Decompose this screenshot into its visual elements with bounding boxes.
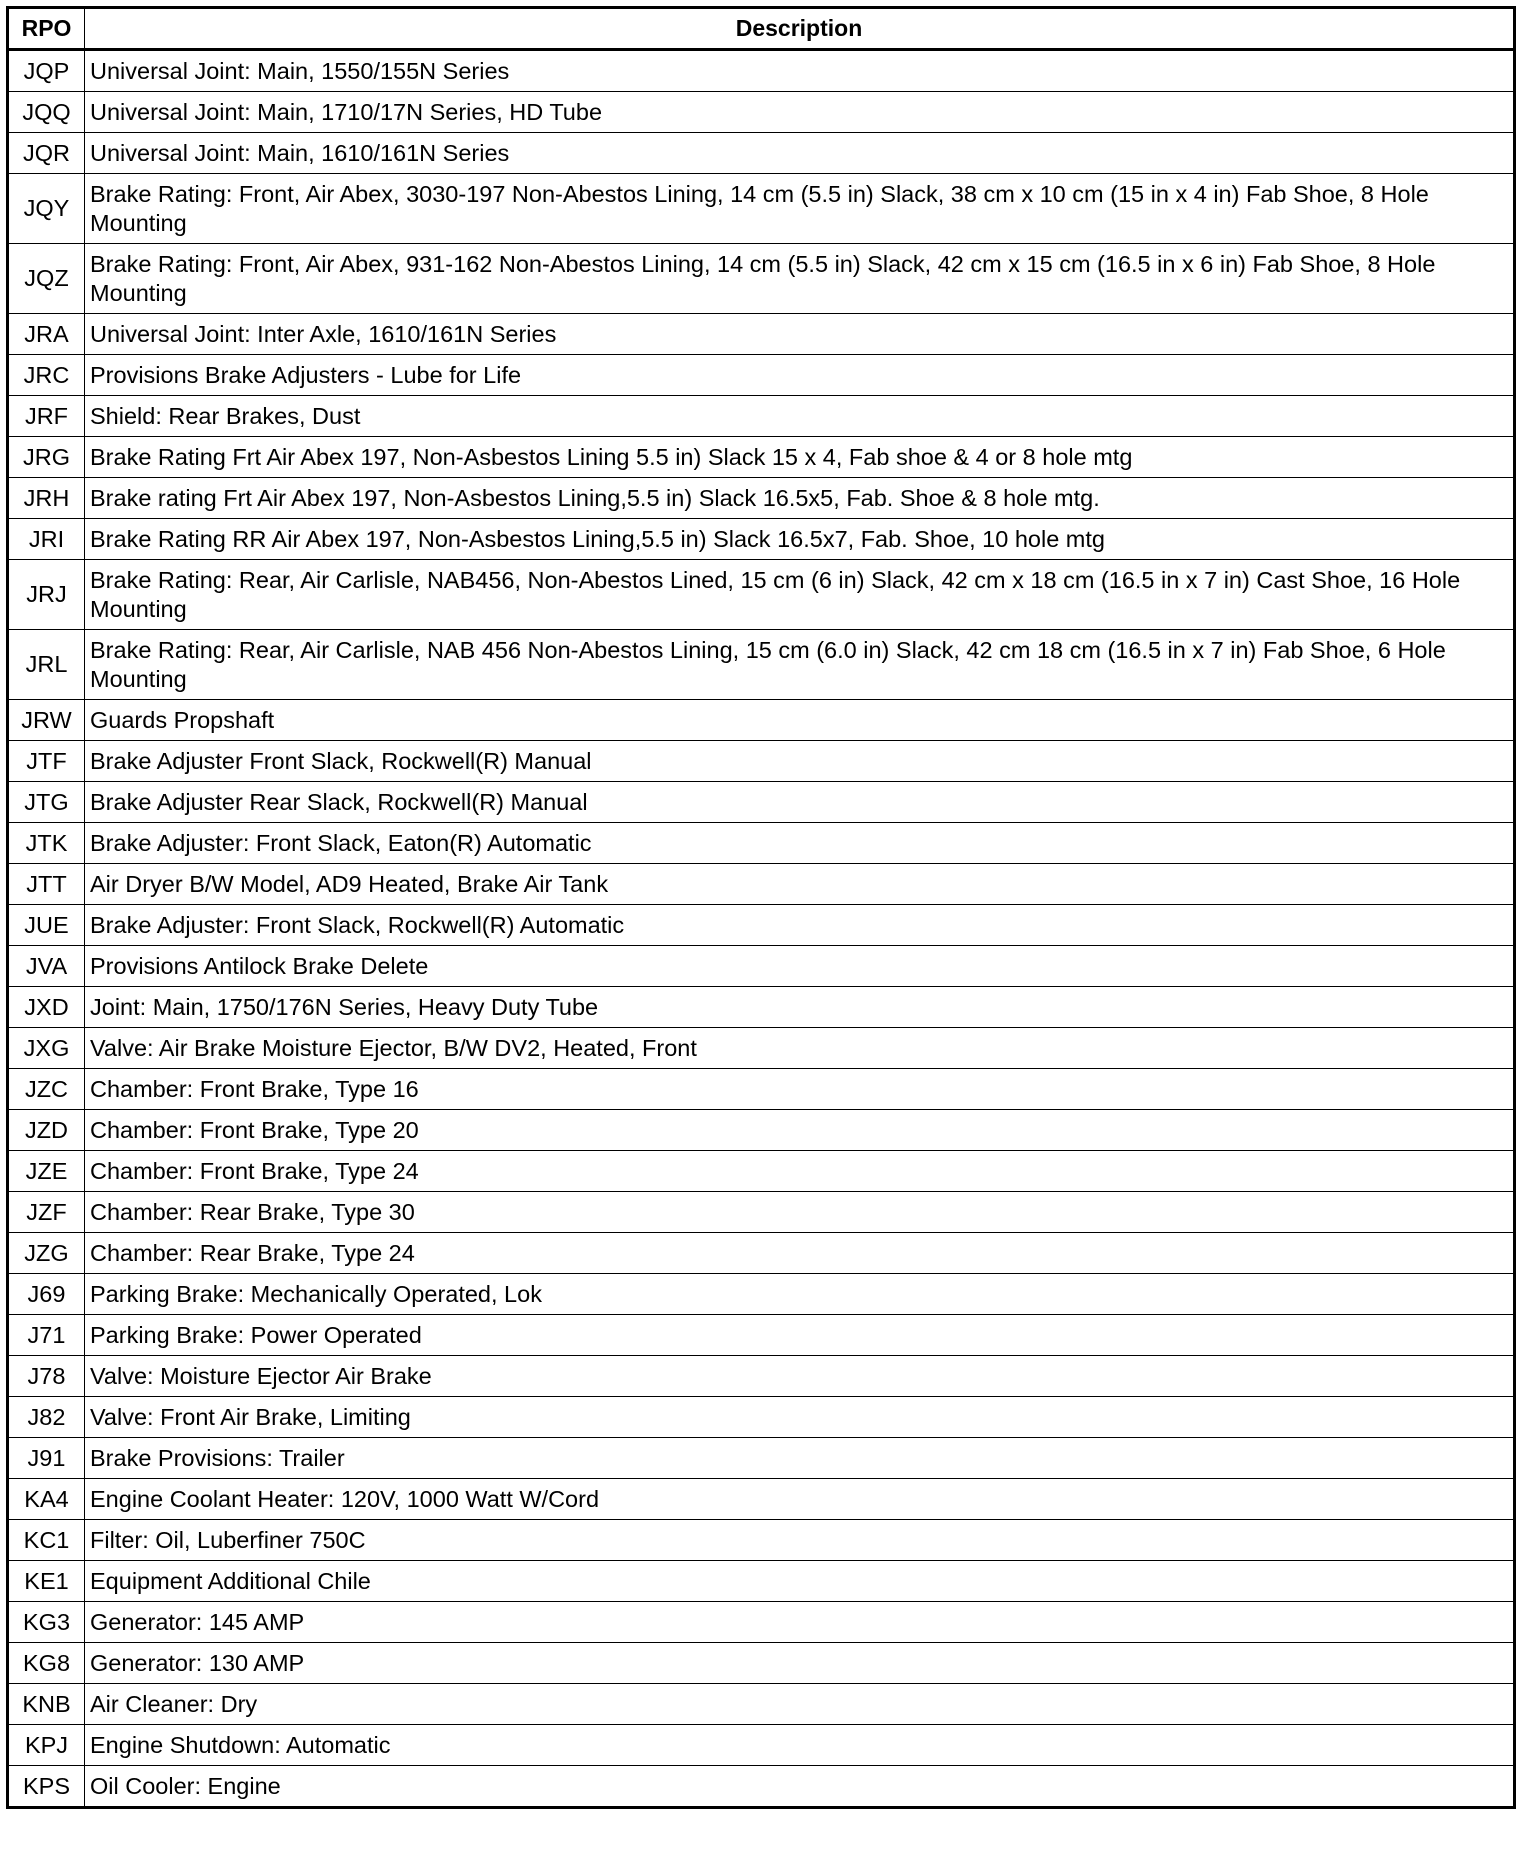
rpo-description: Brake Adjuster: Front Slack, Rockwell(R) Automatic [85,905,1515,946]
table-row [8,1356,1515,1397]
rpo-code: JRA [8,314,85,355]
rpo-code: JRJ [8,560,85,630]
rpo-description: Brake Provisions: Trailer [85,1438,1515,1479]
rpo-description: Brake Adjuster Front Slack, Rockwell(R) Manual [85,741,1515,782]
rpo-description: Shield: Rear Brakes, Dust [85,396,1515,437]
table-row [8,396,1515,437]
table-row [8,987,1515,1028]
rpo-description: Brake Rating Frt Air Abex 197, Non-Asbestos Lining 5.5 in) Slack 15 x 4, Fab shoe & 4 or 8 hole mtg [85,437,1515,478]
rpo-code: JTT [8,864,85,905]
rpo-code: JRF [8,396,85,437]
rpo-description: Engine Shutdown: Automatic [85,1725,1515,1766]
rpo-description: Valve: Front Air Brake, Limiting [85,1397,1515,1438]
table-row [8,700,1515,741]
rpo-description: Brake Rating RR Air Abex 197, Non-Asbestos Lining,5.5 in) Slack 16.5x7, Fab. Shoe, 10 hole mtg [85,519,1515,560]
rpo-description: Joint: Main, 1750/176N Series, Heavy Duty Tube [85,987,1515,1028]
rpo-code: JZD [8,1110,85,1151]
rpo-code: KPJ [8,1725,85,1766]
table-row [8,478,1515,519]
rpo-description: Valve: Air Brake Moisture Ejector, B/W DV2, Heated, Front [85,1028,1515,1069]
rpo-description: Universal Joint: Inter Axle, 1610/161N Series [85,314,1515,355]
table-row [8,1397,1515,1438]
rpo-code: JTF [8,741,85,782]
table-row [8,50,1515,92]
table-row [8,1520,1515,1561]
rpo-code: JXG [8,1028,85,1069]
rpo-description: Brake Rating: Front, Air Abex, 3030-197 Non-Abestos Lining, 14 cm (5.5 in) Slack, 38 cm x 10 cm (15 in x 4 in) Fab Shoe, 8 Hole Mounting [85,174,1515,244]
table-row [8,864,1515,905]
rpo-code: JQY [8,174,85,244]
table-row [8,1725,1515,1766]
rpo-description: Chamber: Front Brake, Type 20 [85,1110,1515,1151]
rpo-code: JRG [8,437,85,478]
rpo-description: Brake Rating: Front, Air Abex, 931-162 Non-Abestos Lining, 14 cm (5.5 in) Slack, 42 cm x 15 cm (16.5 in x 6 in) Fab Shoe, 8 Hole Mounting [85,244,1515,314]
rpo-code: JQR [8,133,85,174]
rpo-code: JQZ [8,244,85,314]
table-row [8,437,1515,478]
rpo-code: JZC [8,1069,85,1110]
rpo-description: Oil Cooler: Engine [85,1766,1515,1808]
rpo-description: Brake Adjuster: Front Slack, Eaton(R) Automatic [85,823,1515,864]
description-column-header: Description [85,8,1515,50]
rpo-description: Chamber: Front Brake, Type 24 [85,1151,1515,1192]
rpo-description: Brake rating Frt Air Abex 197, Non-Asbestos Lining,5.5 in) Slack 16.5x5, Fab. Shoe & 8 hole mtg. [85,478,1515,519]
rpo-code: KG3 [8,1602,85,1643]
table-row [8,519,1515,560]
table-row [8,1151,1515,1192]
rpo-description: Equipment Additional Chile [85,1561,1515,1602]
table-row [8,1315,1515,1356]
table-row [8,1561,1515,1602]
header-row [8,8,1515,50]
rpo-code: KG8 [8,1643,85,1684]
rpo-code: JQQ [8,92,85,133]
table-row [8,946,1515,987]
rpo-description: Brake Adjuster Rear Slack, Rockwell(R) Manual [85,782,1515,823]
rpo-description: Brake Rating: Rear, Air Carlisle, NAB456, Non-Abestos Lined, 15 cm (6 in) Slack, 42 cm x 18 cm (16.5 in x 7 in) Cast Shoe, 16 Hole Mounting [85,560,1515,630]
rpo-description: Brake Rating: Rear, Air Carlisle, NAB 456 Non-Abestos Lining, 15 cm (6.0 in) Slack, 42 cm 18 cm (16.5 in x 7 in) Fab Shoe, 6 Hole Mounting [85,630,1515,700]
rpo-description: Universal Joint: Main, 1610/161N Series [85,133,1515,174]
table-row [8,823,1515,864]
table-row [8,782,1515,823]
rpo-code: KNB [8,1684,85,1725]
rpo-description: Air Cleaner: Dry [85,1684,1515,1725]
table-row [8,1192,1515,1233]
rpo-code: KA4 [8,1479,85,1520]
rpo-document [6,6,1513,1809]
table-row [8,1438,1515,1479]
table-row [8,1602,1515,1643]
rpo-code: JRC [8,355,85,396]
rpo-code: JZF [8,1192,85,1233]
table-row [8,1684,1515,1725]
rpo-description: Universal Joint: Main, 1550/155N Series [85,50,1515,92]
rpo-code: JZG [8,1233,85,1274]
rpo-description: Parking Brake: Power Operated [85,1315,1515,1356]
rpo-description: Provisions Antilock Brake Delete [85,946,1515,987]
rpo-code: JQP [8,50,85,92]
table-row [8,1028,1515,1069]
rpo-code: JRL [8,630,85,700]
rpo-description: Universal Joint: Main, 1710/17N Series, HD Tube [85,92,1515,133]
rpo-code: KE1 [8,1561,85,1602]
rpo-code: JTK [8,823,85,864]
rpo-code: JRH [8,478,85,519]
table-row [8,560,1515,630]
rpo-code: KPS [8,1766,85,1808]
rpo-code: J78 [8,1356,85,1397]
table-row [8,1479,1515,1520]
rpo-description: Parking Brake: Mechanically Operated, Lok [85,1274,1515,1315]
rpo-description: Guards Propshaft [85,700,1515,741]
table-row [8,244,1515,314]
rpo-code: JXD [8,987,85,1028]
rpo-code: JUE [8,905,85,946]
rpo-code: J91 [8,1438,85,1479]
table-row [8,174,1515,244]
table-row [8,741,1515,782]
rpo-code: JRI [8,519,85,560]
table-row [8,1110,1515,1151]
rpo-code: JRW [8,700,85,741]
rpo-description: Generator: 145 AMP [85,1602,1515,1643]
table-row [8,1643,1515,1684]
rpo-column-header: RPO [8,8,85,50]
rpo-code: J82 [8,1397,85,1438]
rpo-description: Filter: Oil, Luberfiner 750C [85,1520,1515,1561]
rpo-code: JVA [8,946,85,987]
rpo-code: KC1 [8,1520,85,1561]
rpo-code: J71 [8,1315,85,1356]
rpo-code: JZE [8,1151,85,1192]
table-row [8,630,1515,700]
rpo-description: Chamber: Rear Brake, Type 24 [85,1233,1515,1274]
rpo-description: Chamber: Rear Brake, Type 30 [85,1192,1515,1233]
rpo-table [6,6,1516,1809]
table-row [8,905,1515,946]
rpo-code: J69 [8,1274,85,1315]
rpo-description: Generator: 130 AMP [85,1643,1515,1684]
table-row [8,92,1515,133]
rpo-code: JTG [8,782,85,823]
rpo-description: Valve: Moisture Ejector Air Brake [85,1356,1515,1397]
table-row [8,1766,1515,1808]
rpo-description: Engine Coolant Heater: 120V, 1000 Watt W/Cord [85,1479,1515,1520]
rpo-description: Chamber: Front Brake, Type 16 [85,1069,1515,1110]
table-row [8,1274,1515,1315]
table-row [8,1233,1515,1274]
table-row [8,355,1515,396]
rpo-description: Air Dryer B/W Model, AD9 Heated, Brake Air Tank [85,864,1515,905]
table-row [8,314,1515,355]
table-row [8,133,1515,174]
rpo-description: Provisions Brake Adjusters - Lube for Life [85,355,1515,396]
table-row [8,1069,1515,1110]
